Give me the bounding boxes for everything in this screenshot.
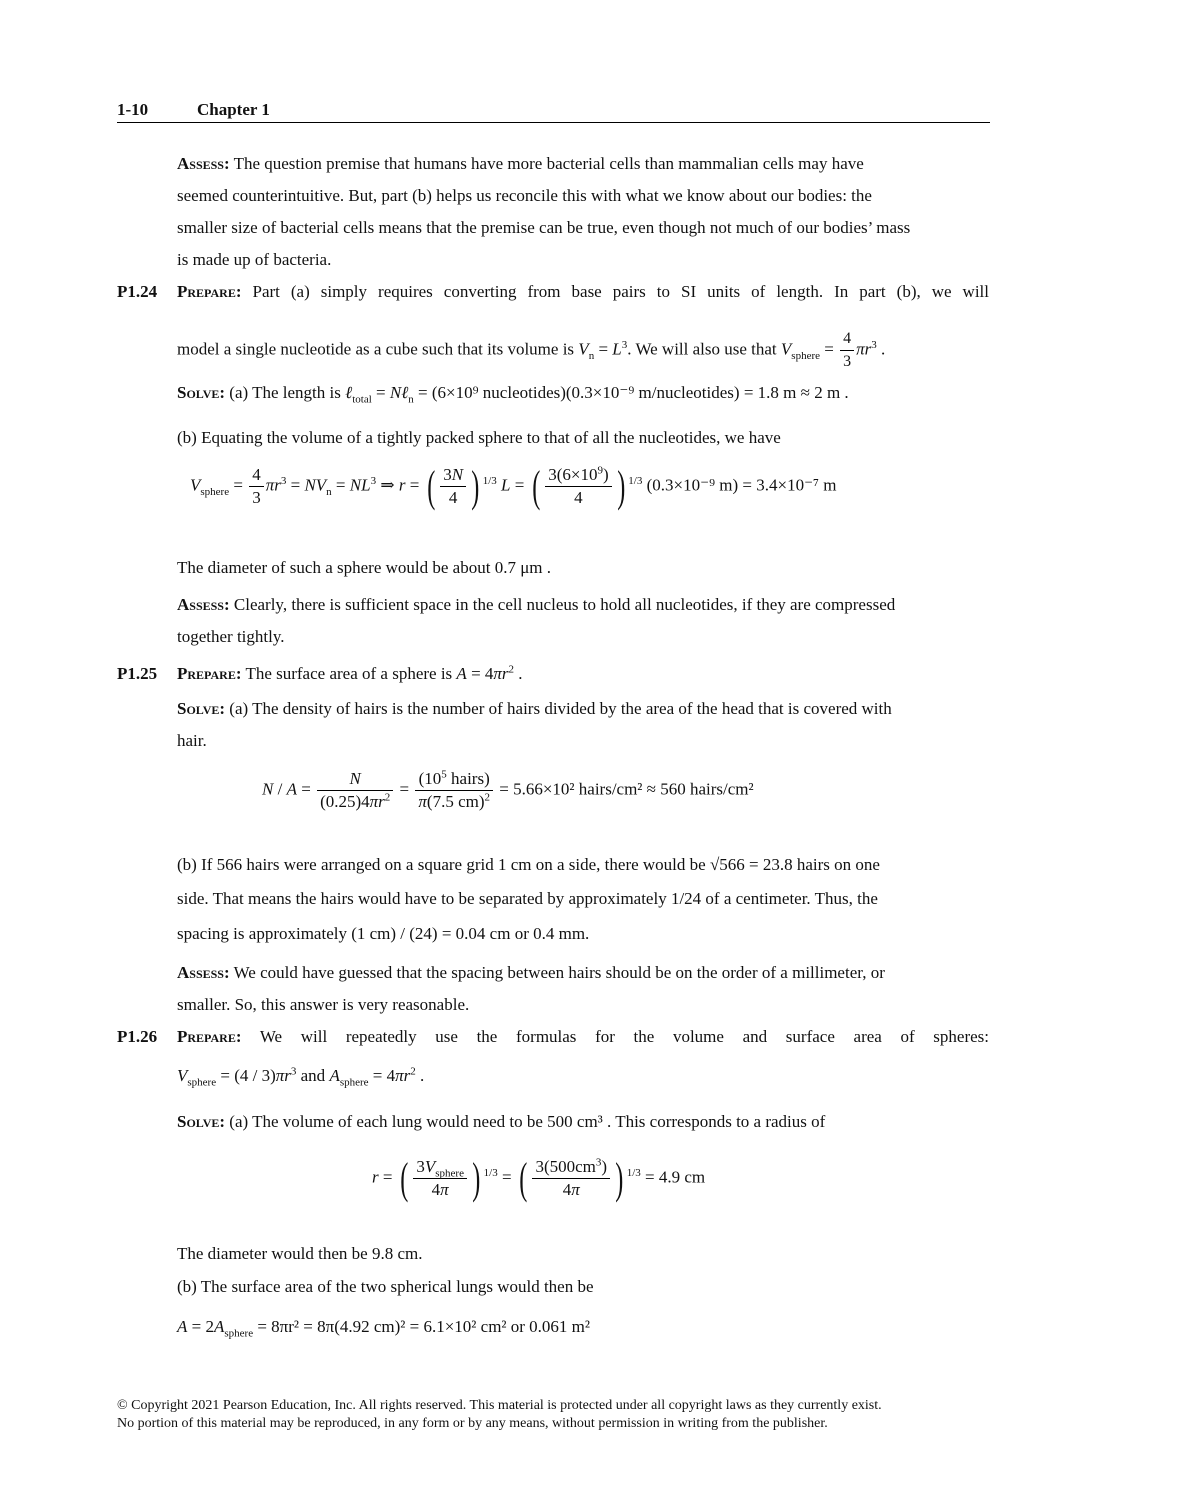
result-line: The diameter would then be 9.8 cm. [177, 1244, 423, 1263]
prepare-line: model a single nucleotide as a cube such that its volume is $V_n = L^3$. We will also use that $V_{sphere}$ = $\frac{4}{3}$ $\pi r^3$ . [177, 330, 886, 370]
page-header [117, 100, 990, 123]
assess-line: Assess: The question premise that humans have more bacterial cells than mammalian cells may have [177, 154, 864, 173]
assess-line: smaller size of bacterial cells means that the premise can be true, even though not much of our bodies’ mass [177, 218, 911, 237]
solve-line: Solve: (a) The volume of each lung would need to be 500 cm³ . This corresponds to a radius of [177, 1112, 826, 1131]
body-line: (b) The surface area of the two spherical lungs would then be [177, 1277, 594, 1296]
assess-line: together tightly. [177, 627, 285, 646]
problem-number: P1.26 [117, 1027, 158, 1046]
sphere-equation: $V_{sphere}$ = $\frac{4}{3}$ $\pi r^3 = NV_n = NL^3$ ⇒ r = ( $\frac{3N}{4}$ ) $^{1/3}$ L = ( $\frac{3(6\times 10^9)}{4}$ ) $^{1/3}$ (0.3×10⁻⁹ m) = 3.4×10⁻⁷ m [190, 461, 837, 511]
result-line: The diameter of such a sphere would be about 0.7 μm . [177, 558, 552, 577]
assess-line: smaller. So, this answer is very reasonable. [177, 995, 470, 1014]
prepare-line: Prepare: We will repeatedly use the formulas for the volume and surface area of spheres: [177, 1027, 989, 1046]
solve-line: hair. [177, 731, 207, 750]
assess-line: Assess: Clearly, there is sufficient space in the cell nucleus to hold all nucleotides, if they are compressed [177, 595, 896, 614]
prepare-line: Prepare: The surface area of a sphere is $A = 4\pi r^2$ . [177, 663, 523, 683]
area-equation: $A = 2A_{sphere} = 8\pi r^2 = 8\pi(4.92$ cm)² = 6.1×10² cm² or 0.061 m² [177, 1317, 590, 1340]
density-equation: N / A = $\frac{N}{(0.25)4\pi r^2}$ = $\frac{(10^5 hairs)}{\pi(7.5 cm)^2}$ = 5.66×10² hairs/cm² ≈ 560 hairs/cm² [262, 768, 754, 811]
solve-line: Solve: (a) The density of hairs is the number of hairs divided by the area of the head that is covered with [177, 699, 892, 718]
body-line: spacing is approximately (1 cm) / (24) = 0.04 cm or 0.4 mm. [177, 924, 590, 943]
assess-line: Assess: We could have guessed that the spacing between hairs should be on the order of a millimeter, or [177, 963, 885, 982]
solve-line: (b) Equating the volume of a tightly packed sphere to that of all the nucleotides, we have [177, 428, 781, 447]
problem-number: P1.24 [117, 282, 158, 301]
assess-line: seemed counterintuitive. But, part (b) helps us reconcile this with what we know about our bodies: the [177, 186, 872, 205]
problem-number: P1.25 [117, 664, 158, 683]
prepare-line: Prepare: Part (a) simply requires converting from base pairs to SI units of length. In part (b), we will [177, 282, 989, 301]
page-number: 1-10 [117, 100, 149, 119]
chapter-title: Chapter 1 [197, 100, 270, 119]
body-line: (b) If 566 hairs were arranged on a square grid 1 cm on a side, there would be √566 = 23.8 hairs on one [177, 855, 880, 874]
radius-equation: r = ( $\frac{3V_{sphere}}{4\pi}$ ) $^{1/3}$ = ( $\frac{3(500cm^3)}{4\pi}$ ) $^{1/3}$ = 4.9 cm [372, 1153, 706, 1203]
copyright-footer: © Copyright 2021 Pearson Education, Inc. All rights reserved. This material is protected under all copyright laws as they currently exist. No portion of this material may be reproduced, in any form or by any means, without permission in writing from the publisher. [117, 1398, 882, 1431]
assess-line: is made up of bacteria. [177, 250, 332, 269]
solve-line: Solve: (a) The length is ℓ$_{total}$ = Nℓ$_n$ = (6×10⁹ nucleotides)(0.3×10⁻⁹ m/nucleotides) = 1.8 m ≈ 2 m . [177, 383, 849, 406]
body-line: side. That means the hairs would have to be separated by approximately 1/24 of a centimeter. Thus, the [177, 889, 878, 908]
prepare-line: $V_{sphere} = (4 / 3)\pi r^3$ and $A_{sphere} = 4\pi r^2$ . [177, 1065, 425, 1089]
